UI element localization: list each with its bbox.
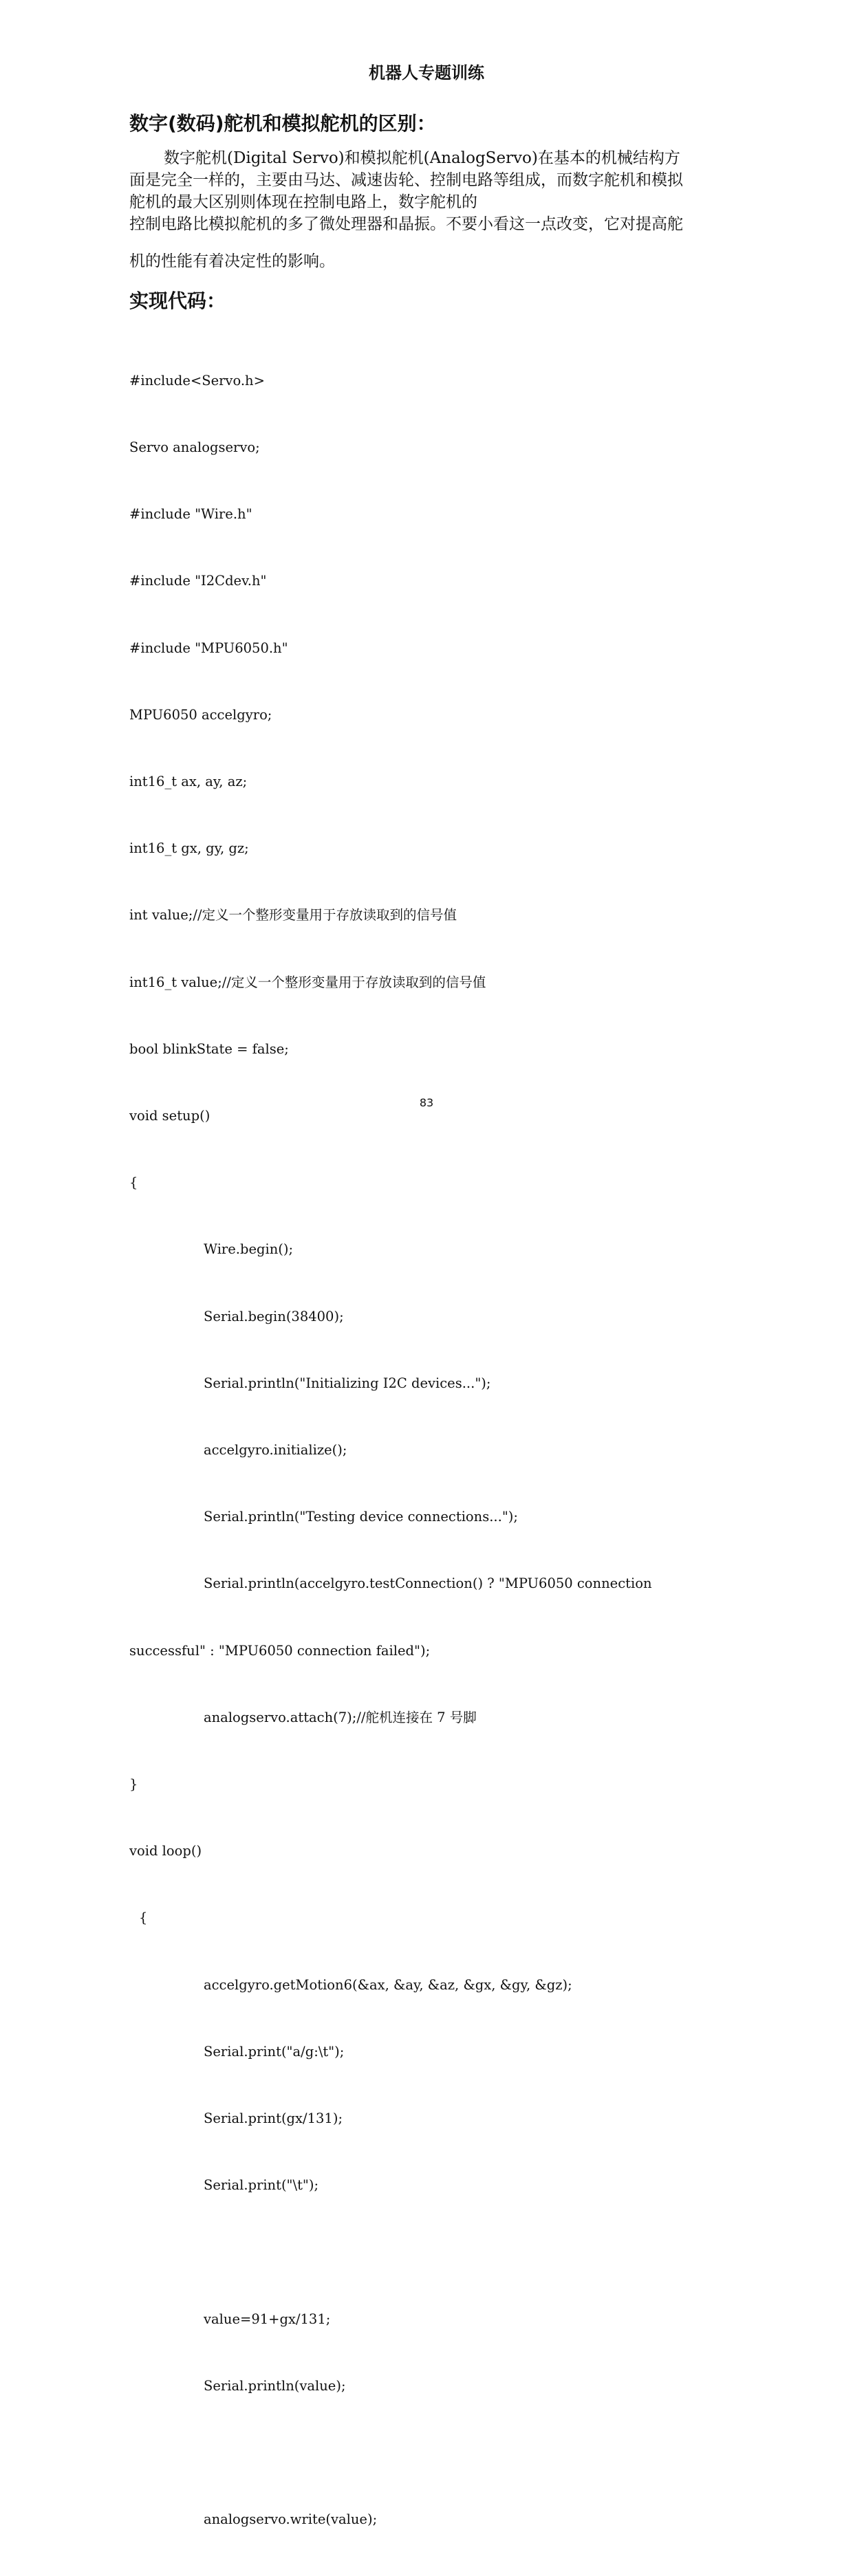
page-number: 83	[419, 1096, 434, 1109]
code-line: {	[139, 1910, 148, 1926]
code-block	[129, 325, 748, 2576]
code-line: void loop()	[129, 1843, 202, 1859]
code-line: #include "Wire.h"	[129, 506, 252, 523]
code-line: Serial.begin(38400);	[204, 1308, 344, 1324]
code-line: #include "MPU6050.h"	[129, 640, 288, 656]
code-line: Serial.println(accelgyro.testConnection() ? "MPU6050 connection	[204, 1575, 652, 1592]
code-line: analogservo.write(value);	[204, 2511, 378, 2528]
code-line: #include<Servo.h>	[129, 372, 265, 389]
code-line: {	[129, 1175, 138, 1191]
code-line: bool blinkState = false;	[129, 1040, 289, 1057]
code-line: int16_t gx, gy, gz;	[129, 840, 249, 857]
code-line: Serial.println("Initializing I2C devices...");	[204, 1375, 491, 1391]
code-line: Serial.print("a/g:\t");	[204, 2043, 345, 2060]
code-line: Wire.begin();	[204, 1241, 294, 1258]
code-line: accelgyro.initialize();	[204, 1442, 347, 1459]
code-line: int value;//定义一个整形变量用于存放读取到的信号值	[129, 907, 457, 924]
code-line	[129, 2442, 748, 2464]
code-line	[129, 2242, 748, 2264]
code-line: Serial.print(gx/131);	[204, 2110, 343, 2127]
code-line: Serial.println("Testing device connections...");	[204, 1509, 518, 1525]
code-line: int16_t value;//定义一个整形变量用于存放读取到的信号值	[129, 974, 486, 990]
section-heading-code: 实现代码：	[129, 290, 226, 312]
code-line: value=91+gx/131;	[204, 2311, 331, 2327]
code-line: }	[129, 1776, 138, 1793]
paragraph-line: 控制电路比模拟舵机的多了微处理器和晶振。不要小看这一点改变，它对提高舵	[129, 215, 683, 233]
paragraph-line: 数字舵机(Digital Servo)和模拟舵机(AnalogServo)在基本的机械结构方	[164, 149, 680, 167]
code-line: analogservo.attach(7);//舵机连接在 7 号脚	[204, 1709, 477, 1725]
code-line: Servo analogservo;	[129, 439, 260, 456]
code-line: successful" : "MPU6050 connection failed");	[129, 1642, 431, 1659]
code-line: int16_t ax, ay, az;	[129, 774, 248, 790]
code-line: Serial.print("\t");	[204, 2177, 319, 2194]
code-line: MPU6050 accelgyro;	[129, 706, 272, 723]
paragraph-line: 舵机的最大区别则体现在控制电路上，数字舵机的	[129, 193, 477, 211]
page-header-title: 机器人专题训练	[369, 63, 484, 83]
paragraph-line: 面是完全一样的，主要由马达、减速齿轮、控制电路等组成，而数字舵机和模拟	[129, 171, 683, 189]
code-line: accelgyro.getMotion6(&ax, &ay, &az, &gx, &gy, &gz);	[204, 1976, 572, 1993]
code-line: Serial.println(value);	[204, 2377, 346, 2394]
code-line: #include "I2Cdev.h"	[129, 573, 267, 589]
paragraph-line: 机的性能有着决定性的影响。	[129, 252, 335, 270]
section-heading-servo-difference: 数字(数码)舵机和模拟舵机的区别：	[129, 112, 436, 135]
servo-difference-paragraph	[129, 147, 735, 272]
code-line: void setup()	[129, 1108, 210, 1124]
